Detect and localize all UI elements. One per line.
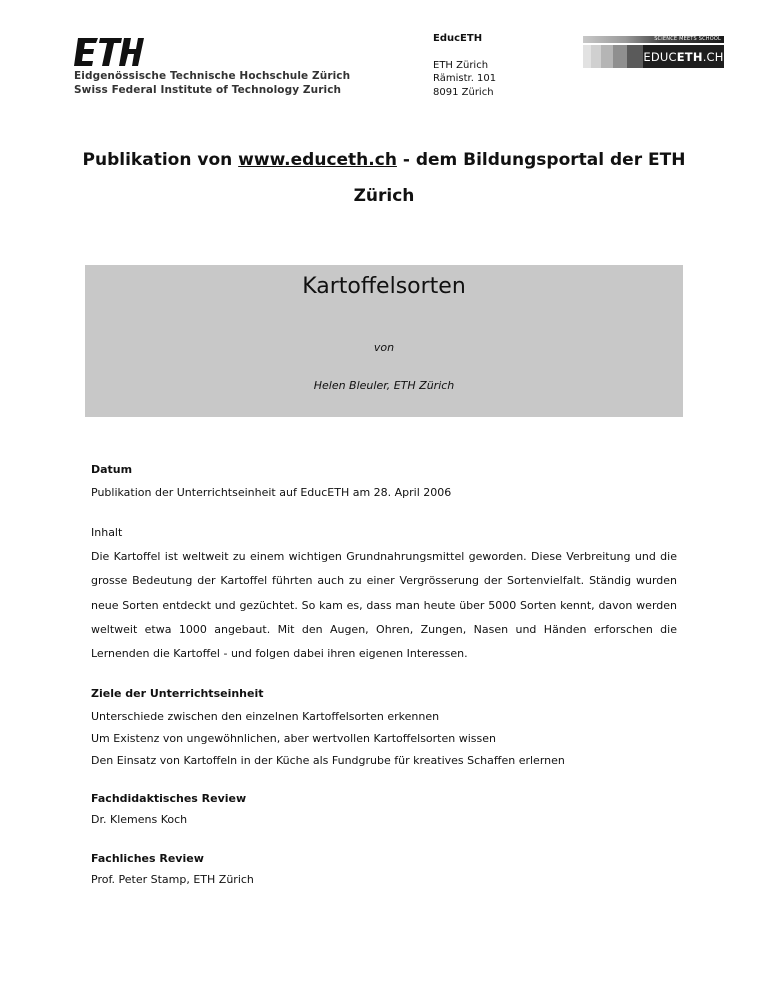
fachdidaktisch-reviewer: Dr. Klemens Koch — [91, 813, 188, 826]
educeth-link[interactable]: www.educeth.ch — [238, 150, 397, 170]
datum-text: Publikation der Unterrichtseinheit auf EducETH am 28. April 2006 — [91, 486, 452, 499]
fachlich-label: Fachliches Review — [91, 852, 204, 865]
publication-heading — [0, 150, 768, 170]
educeth-name-suffix: .CH — [702, 50, 724, 64]
address-title: EducETH — [433, 33, 483, 44]
ziele-label: Ziele der Unterrichtseinheit — [91, 687, 264, 700]
publication-heading-line2: Zürich — [353, 186, 415, 206]
address-line-zip: 8091 Zürich — [433, 87, 494, 98]
by-label: von — [373, 341, 395, 354]
inhalt-label: Inhalt — [91, 526, 123, 539]
eth-name-english: Swiss Federal Institute of Technology Zurich — [74, 84, 342, 96]
ziele-item: Um Existenz von ungewöhnlichen, aber wertvollen Kartoffelsorten wissen — [91, 732, 496, 745]
document-title: Kartoffelsorten — [302, 274, 466, 299]
author: Helen Bleuler, ETH Zürich — [313, 379, 455, 392]
publication-suffix: - dem Bildungsportal der ETH — [396, 150, 686, 170]
ziele-item: Den Einsatz von Kartoffeln in der Küche als Fundgrube für kreatives Schaffen erlernen — [91, 754, 565, 767]
address-line-city: ETH Zürich — [433, 60, 489, 71]
publication-prefix: Publikation von — [82, 150, 239, 170]
educeth-logo — [583, 36, 724, 68]
address-line-street: Rämistr. 101 — [433, 73, 497, 84]
educeth-tagline: SCIENCE MEETS SCHOOL — [654, 36, 721, 42]
eth-name-german: Eidgenössische Technische Hochschule Zürich — [74, 70, 351, 82]
educeth-name-light: EDUC — [643, 50, 677, 64]
ziele-item: Unterschiede zwischen den einzelnen Kartoffelsorten erkennen — [91, 710, 440, 723]
inhalt-text: Die Kartoffel ist weltweit zu einem wichtigen Grundnahrungsmittel geworden. Diese Verbreitung und die grosse Bedeutung der Kartoffel führten auch zu einer Vergrösserung der Sortenvielfalt. Ständig wurden neue Sorten entdeckt und gezüchtet. So kam es, dass man heute über 5000 Sorten kennt, davon werden weltweit etwa 1000 angebaut. Mit den Augen, Ohren, Zungen, Nasen und Händen erforschen die Lernenden die Kartoffel - und folgen dabei ihren eigenen Interessen. — [91, 550, 677, 661]
datum-label: Datum — [91, 463, 133, 476]
educeth-name-bold: ETH — [676, 50, 703, 64]
eth-logo — [74, 38, 144, 66]
fachdidaktisch-label: Fachdidaktisches Review — [91, 792, 247, 805]
title-box — [85, 265, 683, 417]
fachlich-reviewer: Prof. Peter Stamp, ETH Zürich — [91, 873, 254, 886]
